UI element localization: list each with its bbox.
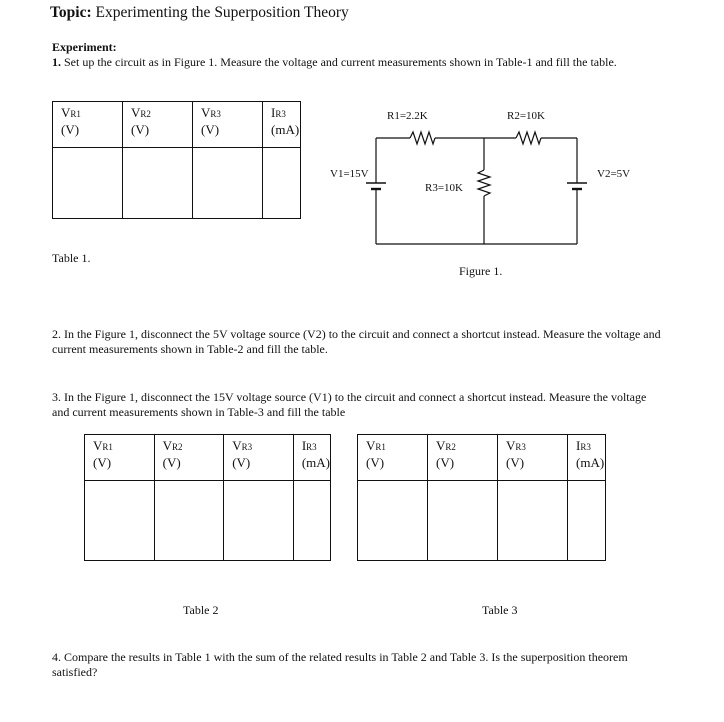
label-v2: V2=5V [597,168,631,180]
table-2-header-ir3: IR3 (mA) [293,435,330,481]
resistor-r3-symbol [478,170,490,196]
table-3-header-vr3: VR3 (V) [498,435,568,481]
table-2-cell[interactable] [224,481,294,561]
table-1-header-vr1: VR1 (V) [53,102,123,148]
table-3-cell[interactable] [358,481,428,561]
table-2-caption: Table 2 [183,603,219,617]
table-3-header-ir3: IR3 (mA) [568,435,606,481]
table-1-header-ir3: IR3 (mA) [263,102,301,148]
step-1-text: Set up the circuit as in Figure 1. Measure the voltage and current measurements shown in Table-1 and fill the table. [64,55,617,69]
table-2-header-vr3: VR3 (V) [224,435,294,481]
table-2-cell[interactable] [293,481,330,561]
table-3-caption: Table 3 [482,603,518,617]
table-2-cell[interactable] [85,481,155,561]
table-3-cell[interactable] [428,481,498,561]
table-2-header-vr1: VR1 (V) [85,435,155,481]
step-4: 4. Compare the results in Table 1 with the sum of the related results in Table 2 and Table 3. Is the superposition theorem satisfied? [52,650,628,679]
table-3 [357,434,606,561]
table-2-header-vr2: VR2 (V) [154,435,224,481]
table-3-cell[interactable] [568,481,606,561]
table-3-cell[interactable] [498,481,568,561]
label-r3: R3=10K [425,182,463,194]
table-1-header-vr2: VR2 (V) [123,102,193,148]
step-3: 3. In the Figure 1, disconnect the 15V voltage source (V1) to the circuit and connect a shortcut instead. Measure the voltage and current measurements shown in Table-3 and fill the table [52,390,647,419]
topic-title: Experimenting the Superposition Theory [95,4,349,21]
figure-1-caption: Figure 1. [459,264,503,278]
label-v1: V1=15V [330,168,369,180]
step-2: 2. In the Figure 1, disconnect the 5V voltage source (V2) to the circuit and connect a shortcut instead. Measure the voltage and current measurements shown in Table-2 and fill the table. [52,327,661,356]
topic-label: Topic: [50,4,92,21]
label-r2: R2=10K [507,110,545,122]
resistor-r1-symbol [410,132,435,144]
table-3-header-vr2: VR2 (V) [428,435,498,481]
step-1-number: 1. [52,55,61,69]
table-2-cell[interactable] [154,481,224,561]
table-3-header-vr1: VR1 (V) [358,435,428,481]
table-2 [84,434,331,561]
label-r1: R1=2.2K [387,110,428,122]
table-1-caption: Table 1. [52,251,91,265]
table-1-header-vr3: VR3 (V) [193,102,263,148]
resistor-r2-symbol [516,132,541,144]
experiment-heading: Experiment: [52,40,117,54]
